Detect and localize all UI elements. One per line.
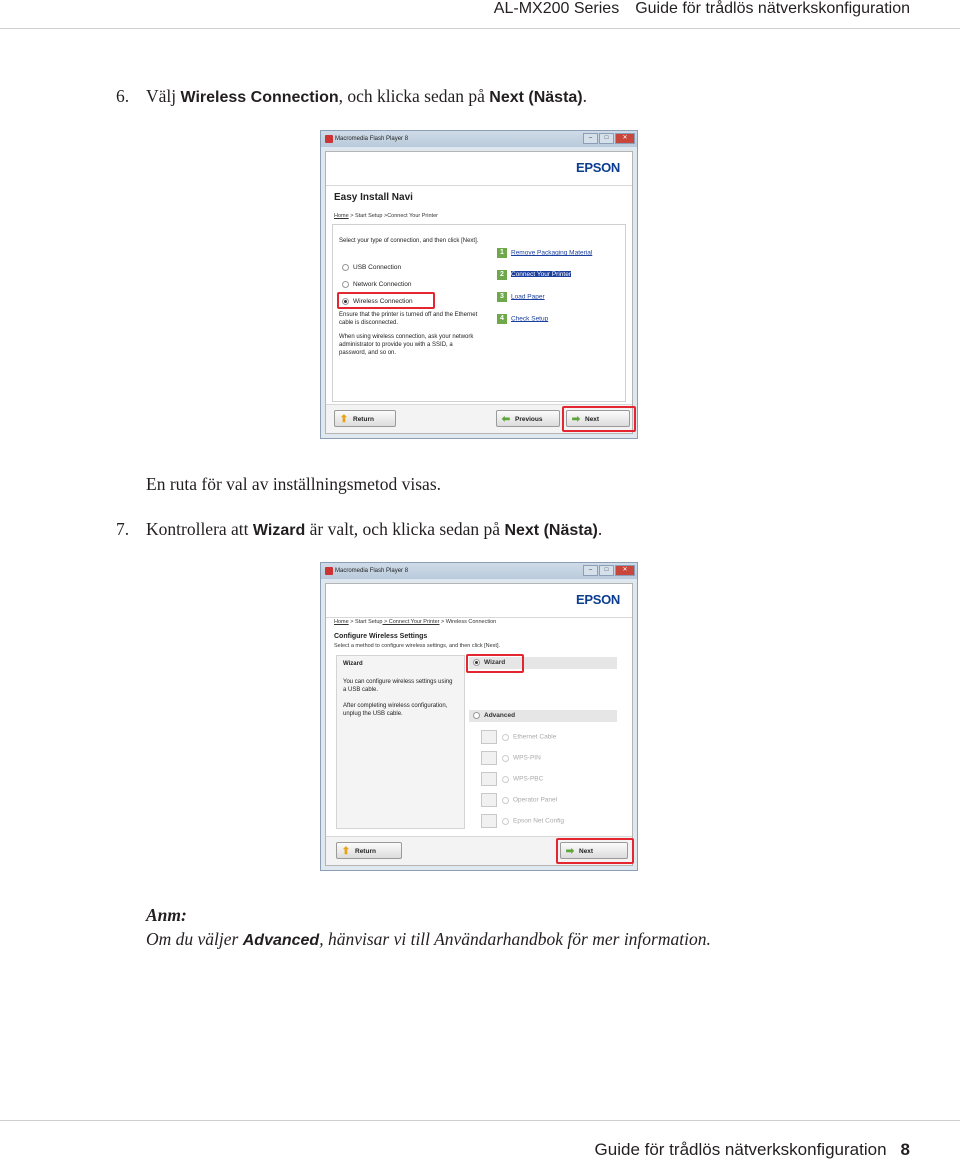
option-wizard-label: Wizard [484,659,506,666]
option-advanced[interactable] [469,710,617,722]
radio-icon[interactable] [342,281,349,288]
option-epson-net-config[interactable] [481,814,564,828]
step-item-1[interactable] [497,244,632,266]
window-title: Macromedia Flash Player 8 [335,568,409,574]
step-item-4[interactable] [497,310,632,332]
step-text-pre: Välj [146,86,181,106]
panel-title: Wizard [343,661,363,667]
step-text-pre: Kontrollera att [146,519,253,539]
app-heading: Configure Wireless Settings [334,633,428,640]
window-titlebar [321,131,637,147]
header-series: AL-MX200 Series [493,0,620,17]
return-button[interactable] [334,410,396,427]
radio-icon[interactable] [502,734,509,741]
page-footer [0,1120,960,1165]
highlight-wireless [337,292,435,309]
header-text [494,0,910,18]
wps-icon [481,751,497,765]
next-button-label: Next [579,848,594,855]
back-arrow-icon: ⬆ [341,846,351,857]
step-item-2[interactable] [497,266,632,288]
next-button-label: Next [585,416,600,423]
previous-button-label: Previous [515,416,543,423]
step-link[interactable]: Check Setup [511,315,549,323]
epson-logo: EPSON [575,160,620,175]
radio-icon[interactable] [502,797,509,804]
left-arrow-icon: ⬅ [501,414,511,425]
step-text-mid: , och klicka sedan på [338,86,490,106]
step-number-badge: 3 [497,292,507,302]
maximize-icon[interactable]: □ [599,565,614,576]
step-bold-button: Next (Nästa) [489,89,583,106]
minimize-icon[interactable]: – [583,565,598,576]
logo-band [326,584,632,618]
app-content [325,583,633,866]
close-icon[interactable]: ✕ [615,133,635,144]
radio-icon[interactable] [502,776,509,783]
radio-icon[interactable] [502,755,509,762]
note-text-pre: Om du väljer [146,929,243,949]
breadcrumb-current: >Connect Your Printer [382,213,438,219]
previous-button[interactable] [496,410,560,427]
note-bold: Advanced [242,932,320,949]
option-network[interactable] [342,281,412,288]
note-text [146,929,711,950]
step-text-end: . [597,519,603,539]
app-heading: Easy Install Navi [334,192,413,203]
option-label: Operator Panel [513,796,558,804]
operator-panel-icon [481,793,497,807]
right-arrow-icon: ➡ [571,414,581,425]
step-link[interactable]: Load Paper [511,293,545,301]
header-title: Guide för trådlös nätverkskonfiguration [635,0,910,17]
window-controls [582,565,635,575]
flash-app-icon [325,567,333,575]
option-label: WPS-PBC [513,775,544,783]
admin-text: When using wireless connection, ask your network administrator to provide you with a SSID, a password, and so on. [339,334,474,356]
footer-title: Guide för trådlös nätverkskonfiguration [594,1140,887,1159]
highlight-next [562,406,636,432]
option-usb[interactable] [342,264,401,271]
return-button[interactable] [336,842,402,859]
note-title: Anm: [146,905,187,925]
button-bar [326,404,632,433]
right-arrow-icon: ➡ [565,846,575,857]
wizard-description-panel [336,655,465,829]
footer-text [595,1140,910,1160]
return-button-label: Return [355,848,376,855]
step-list [497,244,632,332]
step-6 [116,86,587,107]
step-bold-option: Wizard [252,522,306,539]
return-button-label: Return [353,416,374,423]
option-label: WPS-PIN [513,754,541,762]
main-panel [332,224,626,402]
option-wireless-label: Wireless Connection [353,298,413,306]
epson-logo: EPSON [575,592,620,607]
back-arrow-icon: ⬆ [339,414,349,425]
note-text-post: , hänvisar vi till Användarhandbok för mer information. [319,929,711,949]
screenshot-configure-wireless [320,562,638,871]
window-title: Macromedia Flash Player 8 [335,136,409,142]
result-paragraph: En ruta för val av inställningsmetod visas. [146,474,442,494]
option-ethernet-cable[interactable] [481,730,556,744]
window-titlebar [321,563,637,579]
panel-text-1: You can configure wireless settings using a USB cable. [343,679,453,693]
flash-app-icon [325,135,333,143]
page-header [0,0,960,29]
radio-icon[interactable] [473,712,480,719]
step-number-badge: 2 [497,270,507,280]
step-7 [116,519,602,540]
step-number-badge: 4 [497,314,507,324]
step-bold-option: Wireless Connection [180,89,339,106]
breadcrumb [334,213,438,219]
option-advanced-label: Advanced [484,712,516,719]
logo-band [326,152,632,186]
option-wps-pin[interactable] [481,751,541,765]
button-bar [326,836,632,865]
step-text-mid: är valt, och klicka sedan på [305,519,505,539]
option-operator-panel[interactable] [481,793,557,807]
wps-icon [481,772,497,786]
breadcrumb-home[interactable]: Home [334,213,349,219]
step-number-badge: 1 [497,248,507,258]
breadcrumb-start: > Start Setup [348,213,383,219]
breadcrumb-home[interactable]: Home [334,619,349,625]
option-usb-label: USB Connection [353,264,402,272]
minimize-icon[interactable]: – [583,133,598,144]
step-link[interactable]: Remove Packaging Material [511,249,593,257]
breadcrumb-current: > Wireless Connection [439,619,497,625]
ensure-text: Ensure that the printer is turned off and the Ethernet cable is disconnected. [339,312,478,326]
breadcrumb [334,619,496,625]
option-label: Epson Net Config [513,817,564,825]
breadcrumb-start: > Start Setup [348,619,383,625]
step-link-current[interactable]: Connect Your Printer [511,271,571,279]
panel-text-2: After completing wireless configuration, unplug the USB cable. [343,703,448,717]
app-subheading: Select a method to configure wireless settings, and then click [Next]. [334,643,500,649]
option-label: Ethernet Cable [513,733,557,741]
option-wps-pbc[interactable] [481,772,543,786]
radio-icon[interactable] [502,818,509,825]
instruction-text: Select your type of connection, and then click [Next]. [339,238,479,244]
step-text-end: . [582,86,587,106]
step-number: 6. [116,86,130,106]
breadcrumb-connect[interactable]: > Connect Your Printer [382,619,440,625]
highlight-next [556,838,634,864]
step-item-3[interactable] [497,288,632,310]
network-config-icon [481,814,497,828]
window-controls [582,133,635,143]
radio-icon[interactable] [342,264,349,271]
page-number: 8 [900,1140,910,1159]
option-network-label: Network Connection [353,281,412,289]
screenshot-easy-install-navi [320,130,638,439]
app-content [325,151,633,434]
maximize-icon[interactable]: □ [599,133,614,144]
ethernet-icon [481,730,497,744]
close-icon[interactable]: ✕ [615,565,635,576]
step-number: 7. [116,519,130,539]
highlight-wizard [466,654,524,673]
step-bold-button: Next (Nästa) [504,522,598,539]
